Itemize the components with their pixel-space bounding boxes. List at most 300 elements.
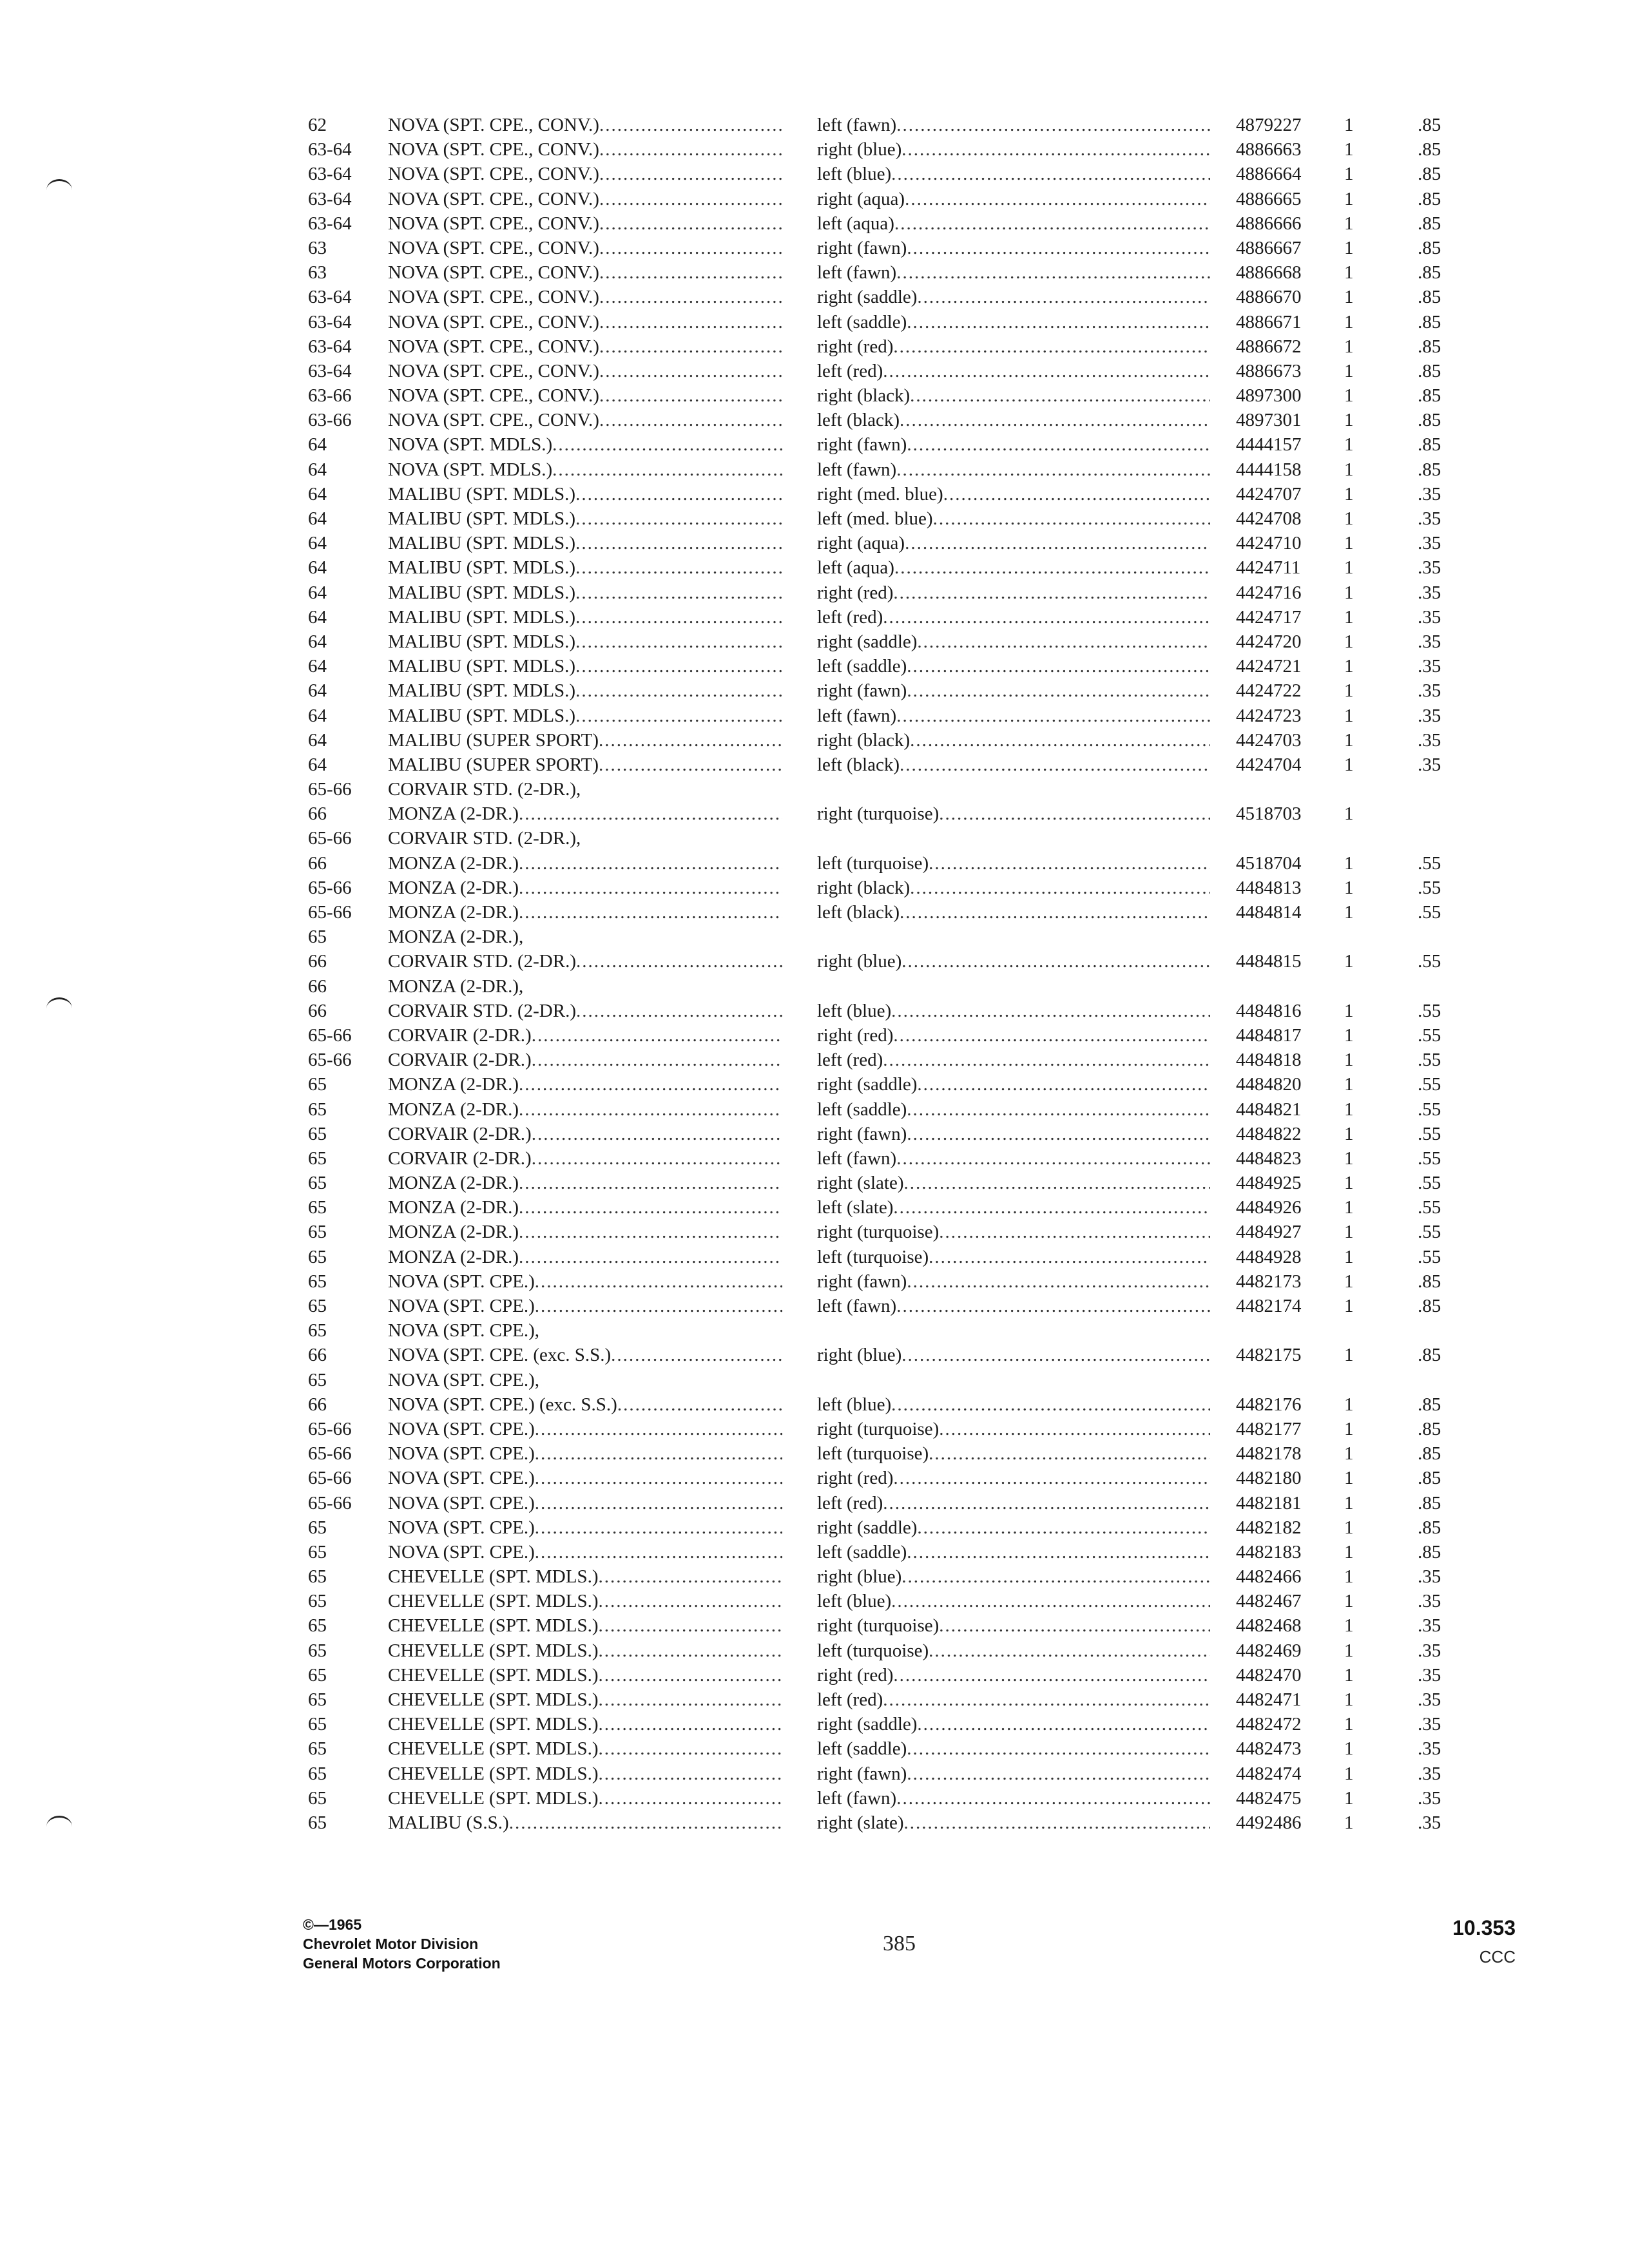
model-year: 65: [308, 1222, 327, 1243]
table-row: [308, 1294, 1494, 1318]
price: .85: [1418, 385, 1441, 407]
leader-dots: [532, 1048, 782, 1072]
model-year: 65: [308, 1148, 327, 1169]
price: .55: [1418, 902, 1441, 923]
table-row: [308, 1613, 1494, 1638]
model-name: [388, 1540, 782, 1564]
leader-dots: [891, 1392, 1210, 1417]
model-year: 66: [308, 975, 327, 997]
part-number: 4886668: [1236, 262, 1302, 284]
model-name: [388, 260, 782, 285]
part-description-text: right (saddle): [817, 287, 918, 308]
leader-dots: [599, 408, 782, 432]
leader-dots: [907, 654, 1210, 678]
part-description-text: left (saddle): [817, 1738, 907, 1760]
model-name-text: NOVA (SPT. CPE.),: [388, 1369, 540, 1390]
part-description-text: right (slate): [817, 1173, 904, 1194]
model-name: [388, 1786, 782, 1811]
part-number: 4424708: [1236, 508, 1302, 529]
model-name: [388, 1564, 782, 1589]
model-year: 65: [308, 1714, 327, 1735]
part-description-text: right (red): [817, 1664, 894, 1686]
quantity: 1: [1344, 1418, 1354, 1439]
part-description: [817, 310, 1210, 334]
model-name-text: CORVAIR (2-DR.): [388, 1123, 532, 1144]
leader-dots: [575, 678, 782, 703]
part-description: [817, 1417, 1210, 1441]
part-description-text: right (saddle): [817, 1714, 918, 1735]
part-number: 4484925: [1236, 1173, 1302, 1194]
leader-dots: [917, 1515, 1210, 1540]
quantity: 1: [1344, 951, 1354, 972]
model-name-text: NOVA (SPT. CPE., CONV.): [388, 164, 599, 185]
model-name: [388, 876, 782, 900]
table-row: [308, 1663, 1494, 1687]
table-row: [308, 1343, 1494, 1367]
part-description: [817, 999, 1210, 1023]
part-description-text: right (saddle): [817, 1517, 918, 1538]
price: .35: [1418, 631, 1441, 652]
table-row: [308, 1146, 1494, 1171]
leader-dots: [943, 482, 1210, 506]
price: .55: [1418, 1123, 1441, 1144]
leader-dots: [599, 1663, 782, 1687]
leader-dots: [535, 1269, 782, 1294]
part-description-text: left (red): [817, 360, 883, 381]
leader-dots: [917, 1712, 1210, 1736]
model-year: 64: [308, 533, 327, 554]
model-name-text: NOVA (SPT. CPE., CONV.): [388, 213, 599, 234]
part-description: [817, 1639, 1210, 1663]
part-description: [817, 802, 1210, 826]
quantity: 1: [1344, 803, 1354, 825]
model-name: [388, 1023, 782, 1048]
model-name-text: CHEVELLE (SPT. MDLS.): [388, 1714, 599, 1735]
part-description-text: right (med. blue): [817, 483, 943, 505]
model-name: [388, 999, 782, 1023]
leader-dots: [929, 1245, 1210, 1269]
model-year: 65-66: [308, 1492, 352, 1514]
part-number: 4484814: [1236, 902, 1302, 923]
part-description-text: left (aqua): [817, 213, 894, 234]
part-description-text: right (red): [817, 336, 894, 357]
part-description-text: right (blue): [817, 139, 902, 160]
leader-dots: [901, 949, 1210, 974]
leader-dots: [901, 137, 1210, 162]
part-description-text: left (fawn): [817, 1787, 897, 1809]
part-number: 4484928: [1236, 1246, 1302, 1267]
part-number: 4484927: [1236, 1222, 1302, 1243]
part-description: [817, 851, 1210, 876]
part-number: 4424704: [1236, 754, 1302, 775]
model-year: 65: [308, 1591, 327, 1612]
table-row: [308, 432, 1494, 457]
table-row: [308, 629, 1494, 654]
binder-hole-mark-icon: [46, 1816, 72, 1827]
part-number: 4424723: [1236, 705, 1302, 726]
leader-dots: [575, 654, 782, 678]
model-year: 65: [308, 1173, 327, 1194]
quantity: 1: [1344, 1050, 1354, 1071]
part-number: 4484823: [1236, 1148, 1302, 1169]
model-year: 63-64: [308, 188, 352, 209]
quantity: 1: [1344, 606, 1354, 628]
quantity: 1: [1344, 656, 1354, 677]
price: .35: [1418, 1787, 1441, 1809]
part-number: 4424707: [1236, 483, 1302, 505]
table-row: [308, 1318, 1494, 1343]
model-name-text: MALIBU (SPT. MDLS.): [388, 680, 576, 702]
part-number: 4482475: [1236, 1787, 1302, 1809]
table-row: [308, 999, 1494, 1023]
price: .85: [1418, 287, 1441, 308]
quantity: 1: [1344, 213, 1354, 234]
leader-dots: [907, 432, 1210, 457]
model-name: [388, 432, 782, 457]
model-year: 65-66: [308, 1418, 352, 1439]
part-number: 4424711: [1236, 557, 1301, 579]
model-name: [388, 1195, 782, 1220]
model-year: 65: [308, 1664, 327, 1686]
price: .55: [1418, 1074, 1441, 1095]
table-row: [308, 1048, 1494, 1072]
table-row: [308, 1171, 1494, 1195]
price: .85: [1418, 1296, 1441, 1316]
leader-dots: [575, 605, 782, 629]
table-row: [308, 260, 1494, 285]
quantity: 1: [1344, 1763, 1354, 1784]
part-number: 4482182: [1236, 1517, 1302, 1538]
model-name: [388, 1368, 782, 1392]
table-row: [308, 728, 1494, 753]
part-description-text: right (saddle): [817, 631, 918, 652]
leader-dots: [896, 1146, 1210, 1171]
leader-dots: [896, 1294, 1210, 1318]
model-year: 65-66: [308, 1050, 352, 1071]
table-row: [308, 383, 1494, 408]
part-number: 4482176: [1236, 1394, 1302, 1415]
model-name-text: NOVA (SPT. MDLS.): [388, 434, 553, 456]
model-name-text: NOVA (SPT. CPE.): [388, 1517, 535, 1538]
leader-dots: [907, 1540, 1210, 1564]
model-name-text: NOVA (SPT. CPE.): [388, 1492, 535, 1514]
price: .35: [1418, 754, 1441, 775]
part-description: [817, 1097, 1210, 1122]
model-year: 64: [308, 606, 327, 628]
leader-dots: [599, 137, 782, 162]
part-number: 4886671: [1236, 311, 1302, 332]
section-code: 10.353: [1452, 1916, 1516, 1939]
model-name-text: NOVA (SPT. CPE., CONV.): [388, 336, 599, 357]
part-description-text: right (fawn): [817, 434, 907, 456]
leader-dots: [599, 728, 782, 753]
quantity: 1: [1344, 1074, 1354, 1095]
model-name-text: NOVA (SPT. MDLS.): [388, 459, 553, 480]
model-name-text: NOVA (SPT. CPE., CONV.): [388, 188, 599, 209]
part-number: 4424710: [1236, 533, 1302, 554]
part-number: 4484821: [1236, 1099, 1302, 1120]
part-description: [817, 1762, 1210, 1786]
quantity: 1: [1344, 1099, 1354, 1120]
quantity: 1: [1344, 508, 1354, 529]
model-name-text: NOVA (SPT. CPE., CONV.): [388, 287, 599, 308]
table-row: [308, 1220, 1494, 1244]
table-row: [308, 1564, 1494, 1589]
part-description: [817, 1072, 1210, 1097]
quantity: 1: [1344, 1394, 1354, 1415]
table-row: [308, 1392, 1494, 1417]
part-number: 4484820: [1236, 1074, 1302, 1095]
leader-dots: [599, 1687, 782, 1712]
table-row: [308, 1097, 1494, 1122]
leader-dots: [535, 1540, 782, 1564]
part-number: 4482466: [1236, 1566, 1302, 1588]
table-row: [308, 704, 1494, 728]
model-name: [388, 187, 782, 211]
quantity: 1: [1344, 1689, 1354, 1710]
leader-dots: [917, 1072, 1210, 1097]
part-number: 4886665: [1236, 188, 1302, 209]
part-description: [817, 876, 1210, 900]
part-number: 4484816: [1236, 1000, 1302, 1021]
division-line: Chevrolet Motor Division: [303, 1936, 479, 1952]
model-year: 65: [308, 1640, 327, 1661]
model-name: [388, 162, 782, 186]
price: .35: [1418, 1689, 1441, 1710]
price: .85: [1418, 1271, 1441, 1292]
model-year: 65: [308, 1812, 327, 1833]
part-description: [817, 753, 1210, 777]
part-description-text: left (turquoise): [817, 1443, 929, 1465]
model-year: 64: [308, 582, 327, 603]
price: .35: [1418, 483, 1441, 505]
leader-dots: [900, 900, 1210, 925]
model-name-text: CHEVELLE (SPT. MDLS.): [388, 1787, 599, 1809]
part-number: 4482472: [1236, 1714, 1302, 1735]
part-number: 4886673: [1236, 360, 1302, 381]
quantity: 1: [1344, 1738, 1354, 1760]
model-name: [388, 1343, 782, 1367]
part-description: [817, 704, 1210, 728]
model-year: 65-66: [308, 1443, 352, 1465]
part-number: 4424717: [1236, 606, 1302, 628]
model-name-text: CHEVELLE (SPT. MDLS.): [388, 1591, 599, 1612]
quantity: 1: [1344, 1271, 1354, 1292]
model-name: [388, 555, 782, 580]
leader-dots: [907, 1269, 1210, 1294]
quantity: 1: [1344, 1541, 1354, 1562]
model-name-text: MALIBU (SPT. MDLS.): [388, 508, 576, 529]
leader-dots: [883, 605, 1210, 629]
model-name: [388, 1491, 782, 1515]
price: .85: [1418, 1468, 1441, 1489]
table-row: [308, 851, 1494, 876]
quantity: 1: [1344, 385, 1354, 407]
part-description-text: left (blue): [817, 1000, 892, 1021]
model-year: 66: [308, 1394, 327, 1415]
copyright-line: ©—1965: [303, 1916, 362, 1933]
table-row: [308, 187, 1494, 211]
table-row: [308, 876, 1494, 900]
leader-dots: [599, 187, 782, 211]
model-name: [388, 137, 782, 162]
leader-dots: [532, 1146, 782, 1171]
quantity: 1: [1344, 533, 1354, 554]
part-description: [817, 359, 1210, 383]
model-name: [388, 753, 782, 777]
model-name-text: NOVA (SPT. CPE., CONV.): [388, 237, 599, 258]
price: .55: [1418, 1000, 1441, 1021]
price: .85: [1418, 139, 1441, 160]
table-row: [308, 1072, 1494, 1097]
leader-dots: [893, 1466, 1210, 1490]
leader-dots: [509, 1811, 782, 1835]
part-description: [817, 1564, 1210, 1589]
leader-dots: [575, 482, 782, 506]
model-name: [388, 1515, 782, 1540]
leader-dots: [575, 555, 782, 580]
part-number: 4482181: [1236, 1492, 1302, 1514]
quantity: 1: [1344, 1173, 1354, 1194]
quantity: 1: [1344, 1296, 1354, 1316]
part-number: 4484815: [1236, 951, 1302, 972]
part-description-text: left (fawn): [817, 115, 897, 135]
price: .85: [1418, 237, 1441, 258]
model-name-text: CORVAIR (2-DR.): [388, 1050, 532, 1071]
part-number: 4482471: [1236, 1689, 1302, 1710]
table-row: [308, 531, 1494, 555]
leader-dots: [532, 1122, 782, 1146]
part-description: [817, 1589, 1210, 1613]
leader-dots: [575, 704, 782, 728]
table-row: [308, 974, 1494, 999]
model-year: 64: [308, 631, 327, 652]
model-year: 63-64: [308, 139, 352, 160]
model-name-text: MONZA (2-DR.),: [388, 927, 524, 948]
model-year: 65-66: [308, 1468, 352, 1489]
part-description-text: right (fawn): [817, 1123, 907, 1144]
table-row: [308, 925, 1494, 949]
leader-dots: [599, 236, 782, 260]
leader-dots: [576, 949, 782, 974]
part-description: [817, 1343, 1210, 1367]
price: .35: [1418, 508, 1441, 529]
model-year: 65: [308, 1320, 327, 1341]
leader-dots: [519, 1220, 782, 1244]
table-row: [308, 1122, 1494, 1146]
leader-dots: [575, 581, 782, 605]
leader-dots: [901, 1564, 1210, 1589]
model-name: [388, 1417, 782, 1441]
leader-dots: [896, 704, 1210, 728]
model-name-text: NOVA (SPT. CPE.): [388, 1468, 535, 1489]
model-name: [388, 777, 782, 802]
part-description: [817, 432, 1210, 457]
model-name: [388, 408, 782, 432]
quantity: 1: [1344, 1492, 1354, 1514]
part-description: [817, 1195, 1210, 1220]
table-row: [308, 359, 1494, 383]
table-row: [308, 605, 1494, 629]
model-name-text: MALIBU (SUPER SPORT): [388, 729, 599, 751]
leader-dots: [552, 432, 782, 457]
part-number: 4886666: [1236, 213, 1302, 234]
part-description-text: right (turquoise): [817, 1418, 940, 1439]
model-year: 65: [308, 1296, 327, 1316]
part-number: 4482470: [1236, 1664, 1302, 1686]
quantity: 1: [1344, 877, 1354, 898]
part-description-text: left (fawn): [817, 459, 897, 480]
leader-dots: [929, 1639, 1210, 1663]
model-name-text: CHEVELLE (SPT. MDLS.): [388, 1640, 599, 1661]
leader-dots: [907, 1097, 1210, 1122]
model-name-text: NOVA (SPT. CPE.): [388, 1271, 535, 1292]
leader-dots: [535, 1441, 782, 1466]
model-name: [388, 925, 782, 949]
table-row: [308, 1811, 1494, 1835]
leader-dots: [907, 678, 1210, 703]
model-year: 66: [308, 951, 327, 972]
leader-dots: [893, 1023, 1210, 1048]
table-row: [308, 211, 1494, 236]
part-description: [817, 581, 1210, 605]
model-name-text: CHEVELLE (SPT. MDLS.): [388, 1738, 599, 1760]
model-name: [388, 1466, 782, 1490]
part-description-text: right (blue): [817, 1566, 902, 1588]
table-row: [308, 949, 1494, 974]
model-name-text: NOVA (SPT. CPE., CONV.): [388, 139, 599, 160]
model-year: 63-64: [308, 311, 352, 332]
part-description: [817, 629, 1210, 654]
part-description: [817, 1515, 1210, 1540]
part-number: 4518704: [1236, 852, 1302, 874]
part-description: [817, 1786, 1210, 1811]
leader-dots: [929, 851, 1210, 876]
model-name-text: CHEVELLE (SPT. MDLS.): [388, 1763, 599, 1784]
part-description: [817, 1269, 1210, 1294]
price: .35: [1418, 557, 1441, 579]
quantity: 1: [1344, 754, 1354, 775]
model-name-text: CHEVELLE (SPT. MDLS.): [388, 1689, 599, 1710]
model-name-text: NOVA (SPT. CPE., CONV.): [388, 385, 599, 407]
model-name-text: CORVAIR (2-DR.): [388, 1148, 532, 1169]
part-description-text: right (slate): [817, 1812, 904, 1833]
part-description: [817, 531, 1210, 555]
model-year: 65: [308, 1197, 327, 1218]
leader-dots: [575, 629, 782, 654]
quantity: 1: [1344, 1123, 1354, 1144]
leader-dots: [535, 1294, 782, 1318]
leader-dots: [905, 531, 1210, 555]
price: .35: [1418, 606, 1441, 628]
part-description-text: right (fawn): [817, 1271, 907, 1292]
leader-dots: [907, 310, 1210, 334]
leader-dots: [891, 1589, 1210, 1613]
leader-dots: [532, 1023, 782, 1048]
model-year: 64: [308, 705, 327, 726]
leader-dots: [939, 802, 1210, 826]
price: .35: [1418, 1591, 1441, 1612]
price: .55: [1418, 1173, 1441, 1194]
model-name-text: NOVA (SPT. CPE., CONV.): [388, 360, 599, 381]
model-year: 65: [308, 1763, 327, 1784]
model-year: 65: [308, 1689, 327, 1710]
price: .85: [1418, 1394, 1441, 1415]
part-number: 4424722: [1236, 680, 1302, 702]
part-description-text: right (fawn): [817, 680, 907, 702]
quantity: 1: [1344, 1148, 1354, 1169]
part-description-text: right (blue): [817, 951, 902, 972]
